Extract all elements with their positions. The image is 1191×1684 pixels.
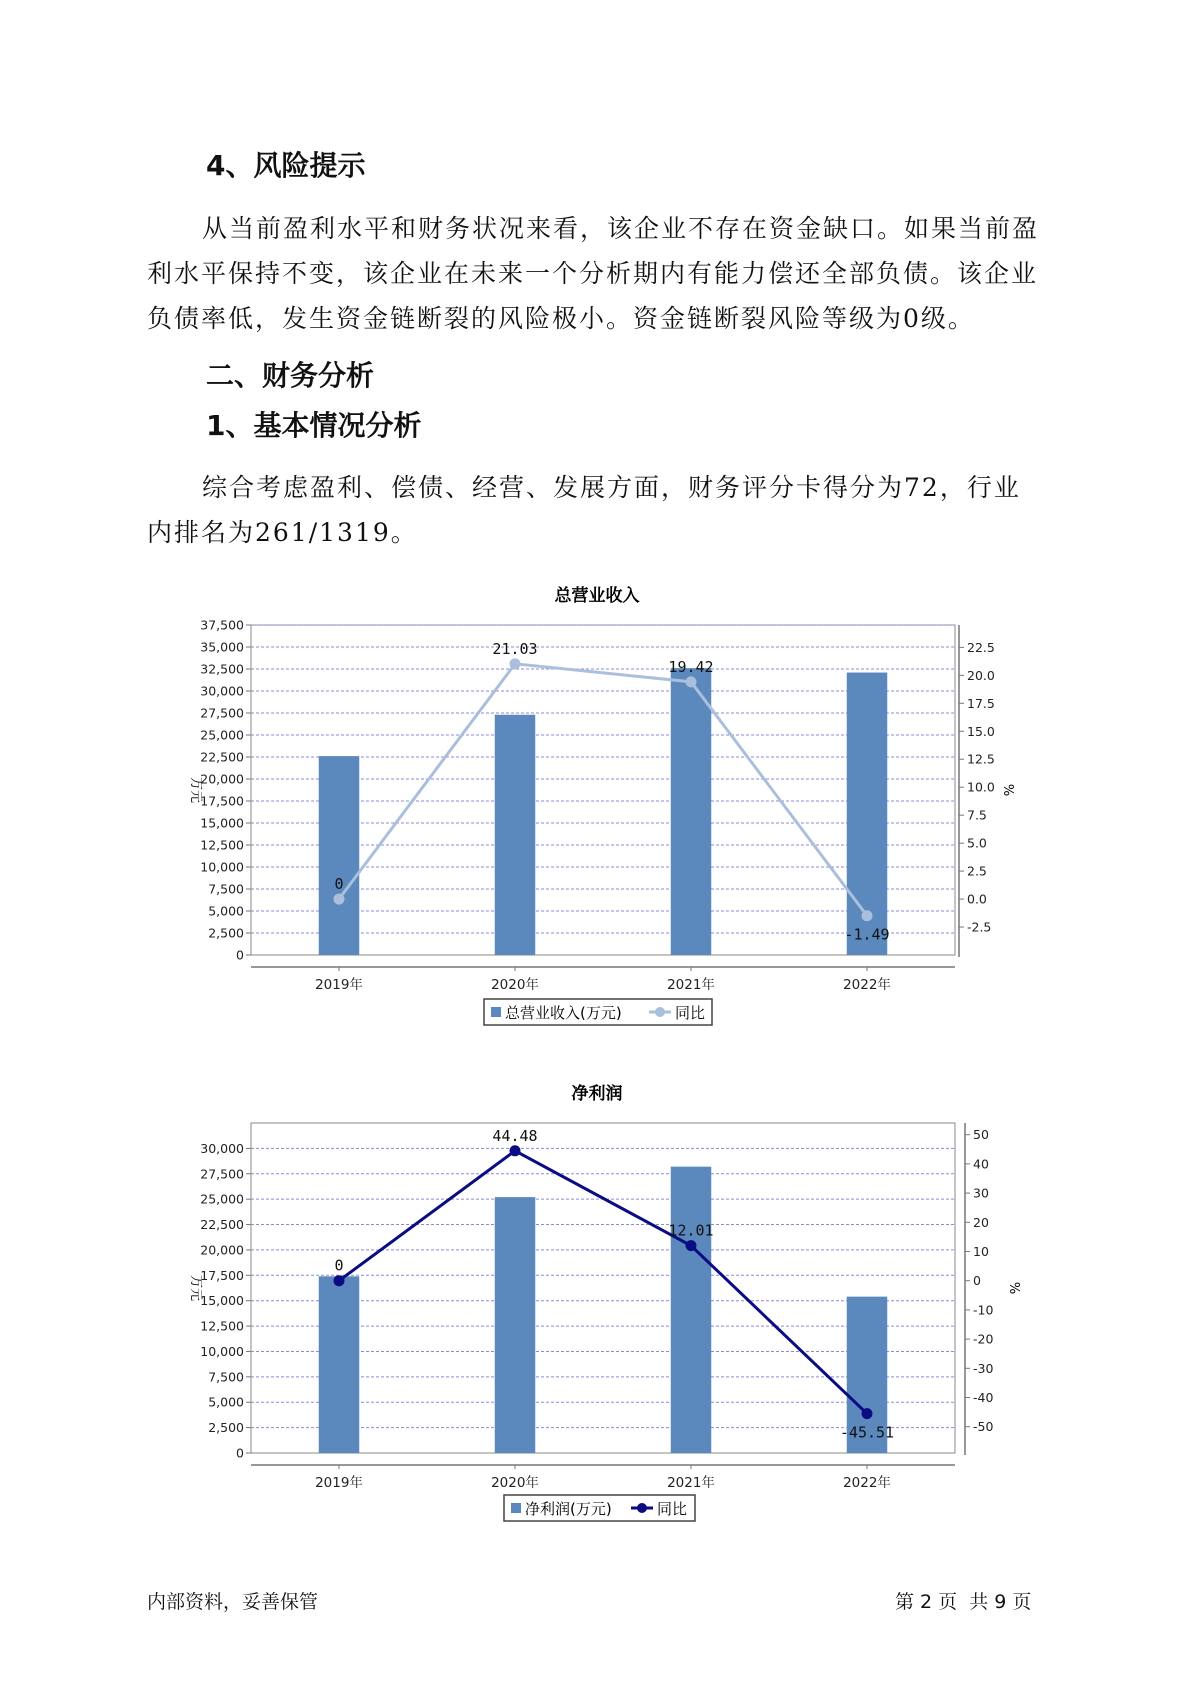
bar <box>671 668 711 955</box>
yoy-data-label: 44.48 <box>492 1126 538 1145</box>
legend-bar-swatch <box>491 1007 501 1017</box>
y2-tick-label: 0.0 <box>967 891 987 907</box>
chart-total-revenue <box>0 578 1191 1028</box>
y-tick-label: 10,000 <box>200 859 244 875</box>
yoy-point <box>862 1408 873 1419</box>
chart-title: 净利润 <box>571 1084 623 1104</box>
basic-analysis-paragraph: 综合考虑盈利、偿债、经营、发展方面，财务评分卡得分为72，行业内排名为261/1319。 <box>147 473 1021 547</box>
y-tick-label: 27,500 <box>200 1166 244 1182</box>
yoy-point <box>334 1275 345 1286</box>
bar <box>671 1167 711 1453</box>
x-tick-label: 2021年 <box>667 977 715 993</box>
risk-paragraph: 从当前盈利水平和财务状况来看，该企业不存在资金缺口。如果当前盈利水平保持不变，该企业在未来一个分析期内有能力偿还全部负债。该企业负债率低，发生资金链断裂的风险极小。资金链断裂风险等级为0级。 <box>147 214 1040 333</box>
heading-finance: 二、财务分析 <box>206 359 375 392</box>
legend-bar-swatch <box>511 1503 521 1513</box>
bar <box>319 1276 359 1453</box>
y2-tick-label: -40 <box>973 1390 994 1406</box>
x-tick-label: 2021年 <box>667 1475 715 1491</box>
x-tick-label: 2019年 <box>315 977 363 993</box>
yoy-data-label: 0 <box>334 1256 344 1275</box>
y2-tick-label: 30 <box>973 1185 989 1201</box>
yoy-point <box>686 1240 697 1251</box>
legend <box>504 1495 695 1521</box>
y-axis-label: 万元 <box>188 1274 203 1302</box>
y2-tick-label: -20 <box>973 1331 994 1347</box>
y2-tick-label: 10 <box>973 1243 989 1259</box>
y-tick-label: 35,000 <box>200 639 244 655</box>
yoy-data-label: 0 <box>334 875 344 894</box>
legend-bar-label: 总营业收入(万元) <box>505 1004 622 1022</box>
legend <box>484 999 712 1025</box>
yoy-data-label: 12.01 <box>668 1221 714 1240</box>
yoy-point <box>510 1145 521 1156</box>
x-tick-label: 2019年 <box>315 1475 363 1491</box>
y2-tick-label: 22.5 <box>967 639 995 655</box>
y2-tick-label: 10.0 <box>967 779 995 795</box>
y-tick-label: 17,500 <box>200 1267 244 1283</box>
y-tick-label: 20,000 <box>200 1242 244 1258</box>
y-tick-label: 30,000 <box>200 683 244 699</box>
y2-tick-label: -30 <box>973 1360 994 1376</box>
y-tick-label: 22,500 <box>200 749 244 765</box>
y-tick-label: 2,500 <box>208 1420 244 1436</box>
y2-tick-label: 20 <box>973 1214 989 1230</box>
y2-tick-label: 17.5 <box>967 695 995 711</box>
y2-tick-label: -10 <box>973 1302 994 1318</box>
y-tick-label: 5,000 <box>208 903 244 919</box>
bar <box>495 715 535 955</box>
y2-tick-label: 15.0 <box>967 723 995 739</box>
yoy-point <box>862 910 873 921</box>
legend-line-label: 同比 <box>675 1004 706 1022</box>
x-tick-label: 2020年 <box>491 977 539 993</box>
y2-tick-label: 2.5 <box>967 863 987 879</box>
y-tick-label: 25,000 <box>200 1191 244 1207</box>
y2-tick-label: -50 <box>973 1419 994 1435</box>
y-tick-label: 10,000 <box>200 1343 244 1359</box>
yoy-data-label: 21.03 <box>492 639 538 658</box>
legend-line-marker <box>637 1503 647 1513</box>
y2-tick-label: 50 <box>973 1127 989 1143</box>
y2-tick-label: 20.0 <box>967 667 995 683</box>
chart-title: 总营业收入 <box>554 586 640 606</box>
legend-line-label: 同比 <box>657 1500 688 1518</box>
y-tick-label: 5,000 <box>208 1394 244 1410</box>
heading-basic-analysis: 1、基本情况分析 <box>206 409 422 442</box>
y-tick-label: 37,500 <box>200 617 244 633</box>
y2-tick-label: 40 <box>973 1156 989 1172</box>
x-tick-label: 2020年 <box>491 1475 539 1491</box>
yoy-point <box>510 658 521 669</box>
y-tick-label: 0 <box>236 947 244 963</box>
y2-axis-label: % <box>1000 783 1015 797</box>
footer-left: 内部资料，妥善保管 <box>147 1591 319 1613</box>
y-tick-label: 15,000 <box>200 1293 244 1309</box>
y-tick-label: 0 <box>236 1445 244 1461</box>
y2-tick-label: 12.5 <box>967 751 995 767</box>
yoy-data-label: -45.51 <box>839 1423 895 1442</box>
yoy-point <box>334 894 345 905</box>
y-tick-label: 27,500 <box>200 705 244 721</box>
y2-axis-label: % <box>1006 1281 1021 1295</box>
y-tick-label: 25,000 <box>200 727 244 743</box>
y-tick-label: 2,500 <box>208 925 244 941</box>
heading-risk: 4、风险提示 <box>206 149 366 182</box>
y-tick-label: 30,000 <box>200 1140 244 1156</box>
yoy-point <box>686 676 697 687</box>
y-tick-label: 12,500 <box>200 837 244 853</box>
y-tick-label: 20,000 <box>200 771 244 787</box>
y2-tick-label: 0 <box>973 1273 981 1289</box>
bar <box>319 756 359 955</box>
y-tick-label: 32,500 <box>200 661 244 677</box>
y-tick-label: 12,500 <box>200 1318 244 1334</box>
chart-net-profit <box>0 1076 1191 1526</box>
bar <box>495 1197 535 1453</box>
y-tick-label: 15,000 <box>200 815 244 831</box>
legend-line-marker <box>655 1007 665 1017</box>
y2-tick-label: 5.0 <box>967 835 987 851</box>
y-tick-label: 7,500 <box>208 881 244 897</box>
y2-tick-label: -2.5 <box>967 919 992 935</box>
y-tick-label: 22,500 <box>200 1217 244 1233</box>
yoy-data-label: 19.42 <box>668 657 714 676</box>
x-tick-label: 2022年 <box>843 1475 891 1491</box>
y2-tick-label: 7.5 <box>967 807 987 823</box>
y-axis-label: 万元 <box>188 776 203 804</box>
y-tick-label: 7,500 <box>208 1369 244 1385</box>
x-tick-label: 2022年 <box>843 977 891 993</box>
y-tick-label: 17,500 <box>200 793 244 809</box>
footer-page-number: 第 2 页 共 9 页 <box>895 1591 1032 1613</box>
yoy-data-label: -1.49 <box>844 925 890 944</box>
legend-bar-label: 净利润(万元) <box>525 1500 612 1518</box>
